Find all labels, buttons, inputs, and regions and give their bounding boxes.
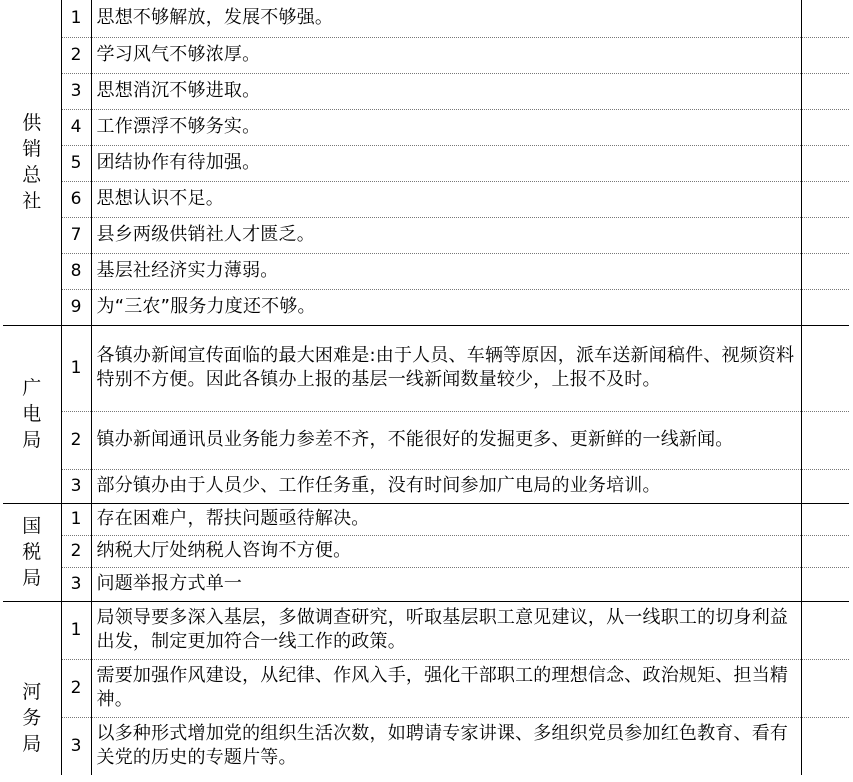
dept-cell-guangdian: 广电局 xyxy=(3,325,61,503)
dept-cell-hewu: 河务局 xyxy=(3,601,61,775)
dept-cell-gongxiao: 供销总社 xyxy=(3,0,61,325)
blank-cell xyxy=(801,601,849,659)
row-content: 思想消沉不够进取。 xyxy=(91,73,801,109)
blank-cell xyxy=(801,659,849,717)
row-content: 工作漂浮不够务实。 xyxy=(91,109,801,145)
row-content: 部分镇办由于人员少、工作任务重，没有时间参加广电局的业务培训。 xyxy=(91,469,801,503)
blank-cell xyxy=(801,411,849,469)
row-content: 基层社经济实力薄弱。 xyxy=(91,253,801,289)
table-row xyxy=(3,217,849,253)
table-row xyxy=(3,411,849,469)
table-row xyxy=(3,567,849,601)
row-content: 需要加强作风建设，从纪律、作风入手，强化干部职工的理想信念、政治规矩、担当精神。 xyxy=(91,659,801,717)
row-number: 9 xyxy=(61,289,91,325)
row-content: 县乡两级供销社人才匮乏。 xyxy=(91,217,801,253)
blank-cell xyxy=(801,535,849,567)
table-row xyxy=(3,503,849,535)
row-number: 8 xyxy=(61,253,91,289)
row-number: 1 xyxy=(61,503,91,535)
blank-cell xyxy=(801,109,849,145)
row-number: 2 xyxy=(61,659,91,717)
row-number: 2 xyxy=(61,535,91,567)
row-number: 1 xyxy=(61,601,91,659)
table-row xyxy=(3,73,849,109)
row-content: 以多种形式增加党的组织生活次数，如聘请专家讲课、多组织党员参加红色教育、看有关党的历史的专题片等。 xyxy=(91,717,801,775)
blank-cell xyxy=(801,325,849,411)
blank-cell xyxy=(801,503,849,535)
row-number: 6 xyxy=(61,181,91,217)
table-row xyxy=(3,659,849,717)
row-content: 思想不够解放，发展不够强。 xyxy=(91,0,801,37)
table-row xyxy=(3,469,849,503)
table-row xyxy=(3,145,849,181)
blank-cell xyxy=(801,181,849,217)
row-number: 3 xyxy=(61,567,91,601)
dept-cell-guoshui: 国税局 xyxy=(3,503,61,601)
row-number: 3 xyxy=(61,469,91,503)
row-number: 3 xyxy=(61,717,91,775)
row-content: 局领导要多深入基层，多做调查研究，听取基层职工意见建议，从一线职工的切身利益出发，制定更加符合一线工作的政策。 xyxy=(91,601,801,659)
row-content: 思想认识不足。 xyxy=(91,181,801,217)
row-content: 学习风气不够浓厚。 xyxy=(91,37,801,73)
problem-table xyxy=(3,0,849,775)
row-number: 5 xyxy=(61,145,91,181)
row-number: 1 xyxy=(61,325,91,411)
row-number: 4 xyxy=(61,109,91,145)
row-content: 各镇办新闻宣传面临的最大困难是:由于人员、车辆等原因，派车送新闻稿件、视频资料特别不方便。因此各镇办上报的基层一线新闻数量较少，上报不及时。 xyxy=(91,325,801,411)
table-row xyxy=(3,717,849,775)
blank-cell xyxy=(801,0,849,37)
table-row xyxy=(3,535,849,567)
table-row xyxy=(3,37,849,73)
row-number: 2 xyxy=(61,37,91,73)
blank-cell xyxy=(801,73,849,109)
table-row xyxy=(3,109,849,145)
row-number: 2 xyxy=(61,411,91,469)
row-content: 为“三农”服务力度还不够。 xyxy=(91,289,801,325)
blank-cell xyxy=(801,717,849,775)
blank-cell xyxy=(801,253,849,289)
table-row xyxy=(3,181,849,217)
row-content: 镇办新闻通讯员业务能力参差不齐，不能很好的发掘更多、更新鲜的一线新闻。 xyxy=(91,411,801,469)
row-content: 团结协作有待加强。 xyxy=(91,145,801,181)
blank-cell xyxy=(801,217,849,253)
row-content: 问题举报方式单一 xyxy=(91,567,801,601)
blank-cell xyxy=(801,469,849,503)
blank-cell xyxy=(801,37,849,73)
table-row xyxy=(3,253,849,289)
row-number: 3 xyxy=(61,73,91,109)
row-content: 纳税大厅处纳税人咨询不方便。 xyxy=(91,535,801,567)
row-content: 存在困难户，帮扶问题亟待解决。 xyxy=(91,503,801,535)
table-row xyxy=(3,0,849,37)
table-row xyxy=(3,289,849,325)
row-number: 7 xyxy=(61,217,91,253)
row-number: 1 xyxy=(61,0,91,37)
blank-cell xyxy=(801,145,849,181)
table-row xyxy=(3,601,849,659)
blank-cell xyxy=(801,289,849,325)
blank-cell xyxy=(801,567,849,601)
table-row xyxy=(3,325,849,411)
